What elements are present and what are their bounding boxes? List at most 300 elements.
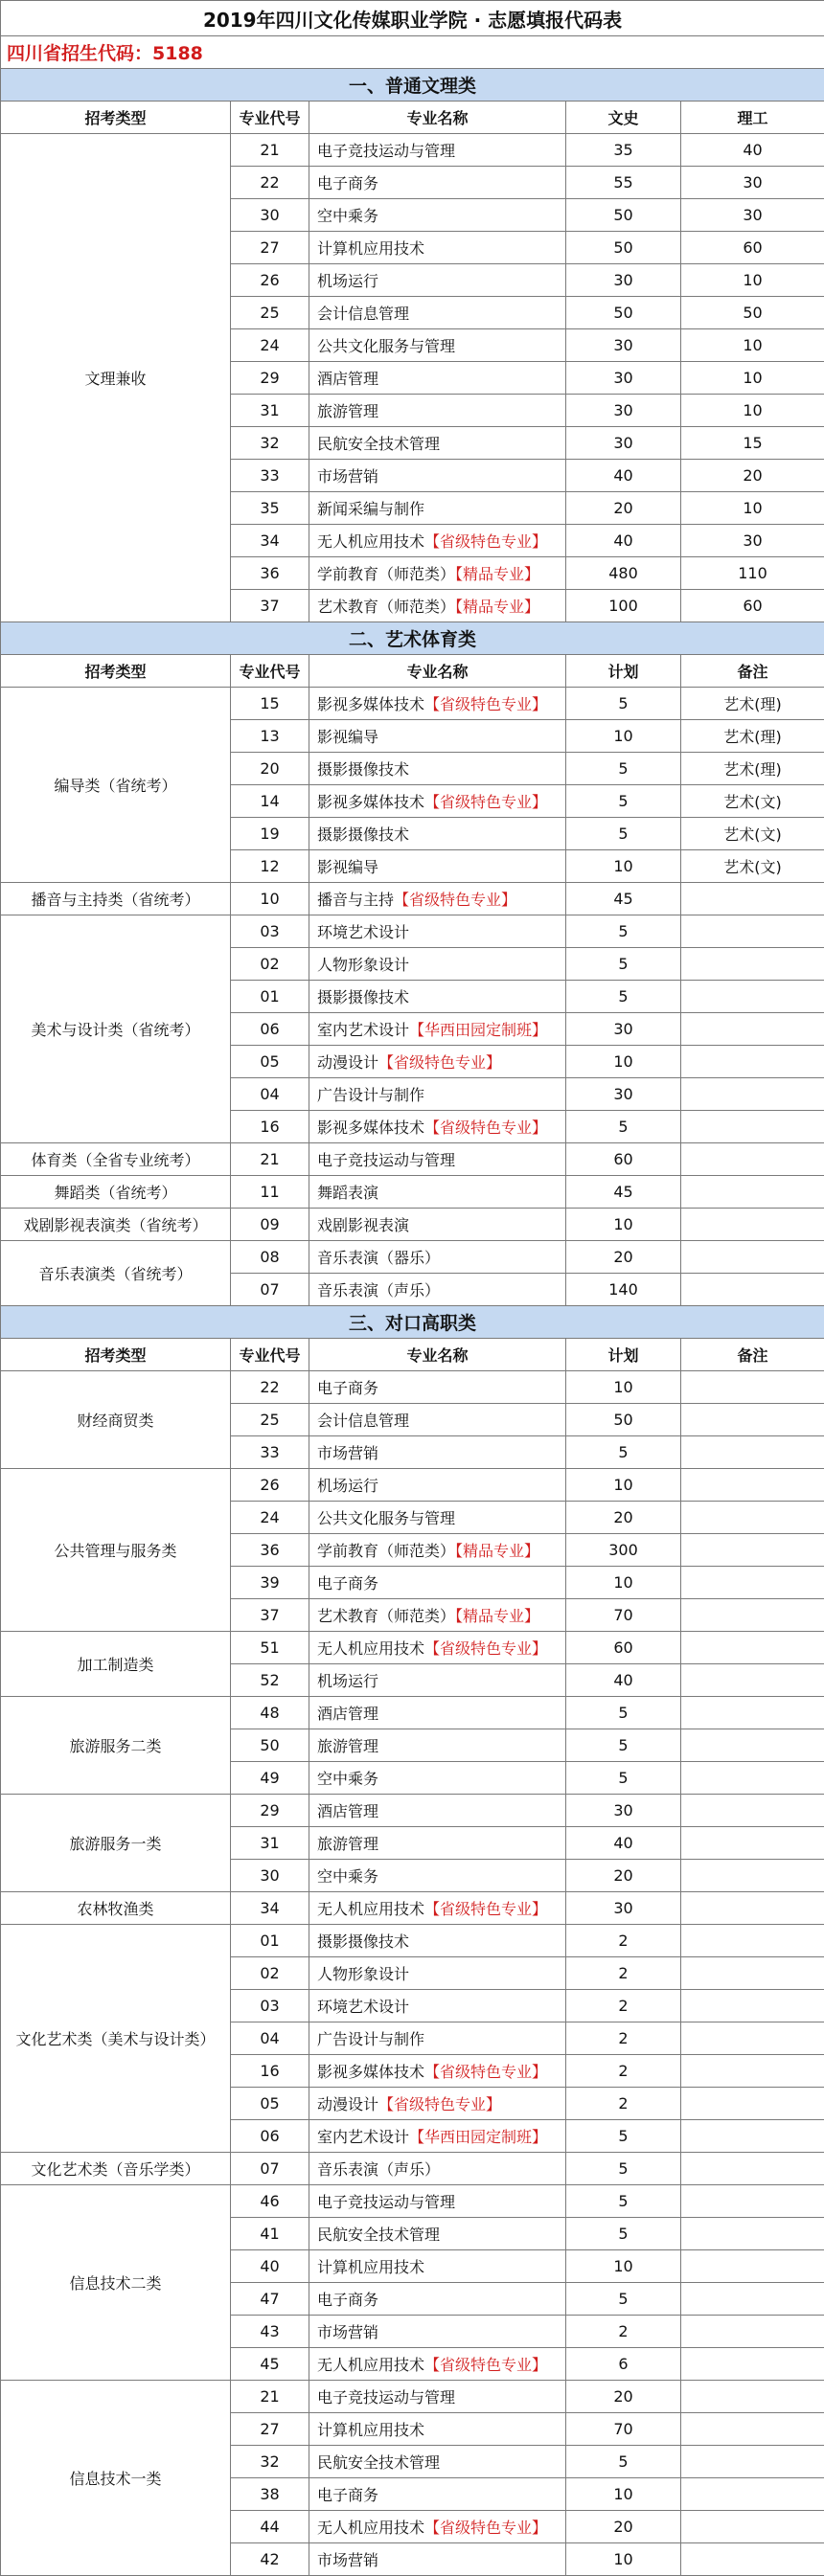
value-cell-1: 10 <box>566 1371 681 1404</box>
category-cell: 文化艺术类（音乐学类） <box>1 2153 231 2185</box>
value-cell-1: 30 <box>566 362 681 395</box>
value-cell-1: 40 <box>566 460 681 492</box>
major-code-cell: 09 <box>231 1209 309 1241</box>
category-cell: 舞蹈类（省统考） <box>1 1176 231 1209</box>
value-cell-2 <box>681 2316 824 2348</box>
major-tag: 【华西田园定制班】 <box>409 2128 547 2146</box>
value-cell-1: 5 <box>566 2283 681 2316</box>
major-name: 摄影摄像技术 <box>317 760 409 779</box>
value-cell-1: 2 <box>566 1957 681 1990</box>
value-cell-2 <box>681 915 824 948</box>
major-name-cell <box>309 1925 566 1957</box>
major-tag: 【省级特色专业】 <box>424 2519 547 2537</box>
major-code-cell: 06 <box>231 2120 309 2153</box>
major-name: 市场营销 <box>317 1444 378 1462</box>
value-cell-1: 30 <box>566 1892 681 1925</box>
major-code-cell: 03 <box>231 915 309 948</box>
major-name: 旅游管理 <box>317 402 378 420</box>
major-name: 计算机应用技术 <box>317 2258 424 2276</box>
major-name: 音乐表演（器乐） <box>317 1249 440 1267</box>
table-row <box>1 2153 824 2185</box>
category-cell: 农林牧渔类 <box>1 1892 231 1925</box>
major-code-cell: 52 <box>231 1664 309 1697</box>
value-cell-2 <box>681 1404 824 1436</box>
major-tag: 【省级特色专业】 <box>424 2356 547 2374</box>
major-name: 电子竞技运动与管理 <box>317 2193 455 2211</box>
value-cell-2 <box>681 1209 824 1241</box>
value-cell-2: 10 <box>681 395 824 427</box>
major-name: 市场营销 <box>317 2323 378 2341</box>
category-cell: 信息技术一类 <box>1 2381 231 2576</box>
value-cell-2: 30 <box>681 525 824 557</box>
value-cell-2: 10 <box>681 264 824 297</box>
column-header: 计划 <box>566 655 681 688</box>
major-name: 酒店管理 <box>317 1705 378 1723</box>
category-cell: 戏剧影视表演类（省统考） <box>1 1209 231 1241</box>
major-code-cell: 30 <box>231 199 309 232</box>
value-cell-1: 40 <box>566 1664 681 1697</box>
major-name-cell <box>309 915 566 948</box>
major-code-cell: 47 <box>231 2283 309 2316</box>
value-cell-1: 480 <box>566 557 681 590</box>
value-cell-1: 20 <box>566 492 681 525</box>
major-code-cell: 08 <box>231 1241 309 1274</box>
value-cell-1: 2 <box>566 2088 681 2120</box>
value-cell-1: 50 <box>566 297 681 329</box>
major-name-cell <box>309 2088 566 2120</box>
column-header: 招考类型 <box>1 655 231 688</box>
major-code-cell: 35 <box>231 492 309 525</box>
major-name: 计算机应用技术 <box>317 2421 424 2439</box>
major-code-cell: 27 <box>231 2413 309 2446</box>
category-cell: 播音与主持类（省统考） <box>1 883 231 915</box>
category-cell: 文化艺术类（美术与设计类） <box>1 1925 231 2153</box>
major-code-cell: 15 <box>231 688 309 720</box>
value-cell-2: 艺术(理) <box>681 688 824 720</box>
value-cell-2 <box>681 2088 824 2120</box>
value-cell-1: 2 <box>566 2022 681 2055</box>
table-row <box>1 1371 824 1404</box>
major-name: 会计信息管理 <box>317 305 409 323</box>
category-cell: 信息技术二类 <box>1 2185 231 2381</box>
value-cell-1: 40 <box>566 525 681 557</box>
value-cell-2 <box>681 1632 824 1664</box>
major-name-cell <box>309 1469 566 1502</box>
value-cell-1: 50 <box>566 199 681 232</box>
major-name-cell <box>309 525 566 557</box>
table-row <box>1 883 824 915</box>
major-name-cell <box>309 2413 566 2446</box>
major-code-cell: 16 <box>231 1111 309 1143</box>
major-code-cell: 26 <box>231 1469 309 1502</box>
major-code-cell: 50 <box>231 1729 309 1762</box>
major-code-cell: 36 <box>231 1534 309 1567</box>
major-code-cell: 22 <box>231 1371 309 1404</box>
major-tag: 【省级特色专业】 <box>424 695 547 713</box>
value-cell-1: 60 <box>566 1143 681 1176</box>
major-code-cell: 10 <box>231 883 309 915</box>
value-cell-2 <box>681 1697 824 1729</box>
value-cell-2: 60 <box>681 590 824 622</box>
value-cell-1: 30 <box>566 1795 681 1827</box>
section-title: 二、艺术体育类 <box>1 622 824 655</box>
major-code-cell: 31 <box>231 1827 309 1860</box>
major-name-cell <box>309 1990 566 2022</box>
value-cell-1: 20 <box>566 1241 681 1274</box>
value-cell-1: 5 <box>566 981 681 1013</box>
category-cell: 美术与设计类（省统考） <box>1 915 231 1143</box>
major-name: 公共文化服务与管理 <box>317 1509 455 1527</box>
value-cell-2: 50 <box>681 297 824 329</box>
value-cell-2 <box>681 2153 824 2185</box>
major-name: 民航安全技术管理 <box>317 2226 440 2244</box>
major-name: 新闻采编与制作 <box>317 500 424 518</box>
major-name-cell <box>309 1599 566 1632</box>
major-name: 音乐表演（声乐） <box>317 1281 440 1299</box>
value-cell-1: 10 <box>566 850 681 883</box>
value-cell-1: 5 <box>566 1111 681 1143</box>
value-cell-1: 5 <box>566 753 681 785</box>
major-code-cell: 01 <box>231 981 309 1013</box>
major-name-cell <box>309 1534 566 1567</box>
value-cell-2 <box>681 2348 824 2381</box>
value-cell-1: 10 <box>566 2478 681 2511</box>
value-cell-2 <box>681 1111 824 1143</box>
column-header: 招考类型 <box>1 1339 231 1371</box>
major-name: 电子商务 <box>317 2486 378 2504</box>
major-name-cell <box>309 232 566 264</box>
major-code-cell: 04 <box>231 2022 309 2055</box>
title-row <box>1 1 824 36</box>
major-name: 民航安全技术管理 <box>317 2453 440 2472</box>
major-code-cell: 04 <box>231 1078 309 1111</box>
major-name: 无人机应用技术 <box>317 532 424 551</box>
major-tag: 【精品专业】 <box>455 1542 539 1560</box>
major-code-cell: 11 <box>231 1176 309 1209</box>
major-name: 电子商务 <box>317 1574 378 1593</box>
major-name: 动漫设计 <box>317 2095 378 2113</box>
major-code-cell: 30 <box>231 1860 309 1892</box>
major-name: 无人机应用技术 <box>317 2519 424 2537</box>
major-code-cell: 46 <box>231 2185 309 2218</box>
column-header: 文史 <box>566 102 681 134</box>
major-code-cell: 20 <box>231 753 309 785</box>
major-name-cell <box>309 2185 566 2218</box>
major-tag: 【省级特色专业】 <box>424 793 547 811</box>
value-cell-2 <box>681 948 824 981</box>
major-name-cell <box>309 590 566 622</box>
value-cell-1: 10 <box>566 2250 681 2283</box>
major-name-cell <box>309 1013 566 1046</box>
major-code-cell: 37 <box>231 590 309 622</box>
value-cell-2: 40 <box>681 134 824 167</box>
value-cell-2 <box>681 1567 824 1599</box>
major-code-cell: 25 <box>231 1404 309 1436</box>
major-code-cell: 32 <box>231 2446 309 2478</box>
value-cell-2 <box>681 1078 824 1111</box>
major-name-cell <box>309 688 566 720</box>
table-body <box>1 1 824 2576</box>
major-name-cell <box>309 1371 566 1404</box>
major-tag: 【省级特色专业】 <box>378 1053 501 1072</box>
major-code-cell: 07 <box>231 1274 309 1306</box>
major-code-cell: 39 <box>231 1567 309 1599</box>
column-header: 备注 <box>681 655 824 688</box>
major-name: 戏剧影视表演 <box>317 1216 409 1234</box>
major-name-cell <box>309 1795 566 1827</box>
major-name-cell <box>309 167 566 199</box>
major-name-cell <box>309 297 566 329</box>
major-code-cell: 36 <box>231 557 309 590</box>
table-row <box>1 1892 824 1925</box>
major-name-cell <box>309 2348 566 2381</box>
category-cell: 公共管理与服务类 <box>1 1469 231 1632</box>
value-cell-2: 15 <box>681 427 824 460</box>
major-name-cell <box>309 460 566 492</box>
major-name: 广告设计与制作 <box>317 1086 424 1104</box>
value-cell-2 <box>681 1795 824 1827</box>
value-cell-1: 45 <box>566 1176 681 1209</box>
major-name: 环境艺术设计 <box>317 923 409 941</box>
major-name-cell <box>309 1697 566 1729</box>
major-name: 艺术教育（师范类） <box>317 1607 455 1625</box>
table-row <box>1 1632 824 1664</box>
major-name: 民航安全技术管理 <box>317 435 440 453</box>
value-cell-1: 20 <box>566 1502 681 1534</box>
value-cell-1: 50 <box>566 232 681 264</box>
major-name: 电子竞技运动与管理 <box>317 142 455 160</box>
major-name: 无人机应用技术 <box>317 1900 424 1918</box>
major-code-cell: 14 <box>231 785 309 818</box>
value-cell-1: 50 <box>566 1404 681 1436</box>
major-name-cell <box>309 2543 566 2576</box>
major-code-cell: 27 <box>231 232 309 264</box>
major-code-cell: 33 <box>231 460 309 492</box>
major-name: 影视多媒体技术 <box>317 695 424 713</box>
value-cell-1: 5 <box>566 915 681 948</box>
value-cell-1: 10 <box>566 1567 681 1599</box>
major-code-cell: 13 <box>231 720 309 753</box>
major-name: 影视多媒体技术 <box>317 2063 424 2081</box>
category-cell: 编导类（省统考） <box>1 688 231 883</box>
value-cell-2: 10 <box>681 329 824 362</box>
category-cell: 旅游服务二类 <box>1 1697 231 1795</box>
value-cell-2: 30 <box>681 199 824 232</box>
major-code-cell: 40 <box>231 2250 309 2283</box>
major-name-cell <box>309 2055 566 2088</box>
value-cell-2 <box>681 2511 824 2543</box>
value-cell-2 <box>681 1241 824 1274</box>
major-name: 空中乘务 <box>317 207 378 225</box>
major-name: 艺术教育（师范类） <box>317 598 455 616</box>
major-code-cell: 21 <box>231 134 309 167</box>
major-name-cell <box>309 2218 566 2250</box>
table-row <box>1 1209 824 1241</box>
major-name: 室内艺术设计 <box>317 1021 409 1039</box>
section-header-row <box>1 69 824 102</box>
province-code: 四川省招生代码：5188 <box>1 36 824 69</box>
major-code-cell: 38 <box>231 2478 309 2511</box>
value-cell-2 <box>681 1176 824 1209</box>
column-header-row <box>1 655 824 688</box>
value-cell-2 <box>681 1860 824 1892</box>
major-name: 电子竞技运动与管理 <box>317 2388 455 2407</box>
value-cell-1: 70 <box>566 2413 681 2446</box>
major-name: 摄影摄像技术 <box>317 988 409 1006</box>
table-row <box>1 1697 824 1729</box>
value-cell-1: 30 <box>566 264 681 297</box>
major-name-cell <box>309 883 566 915</box>
column-header: 专业代号 <box>231 1339 309 1371</box>
value-cell-2 <box>681 1371 824 1404</box>
value-cell-1: 20 <box>566 1860 681 1892</box>
major-name-cell <box>309 2381 566 2413</box>
value-cell-2: 60 <box>681 232 824 264</box>
major-code-cell: 03 <box>231 1990 309 2022</box>
column-header: 专业名称 <box>309 1339 566 1371</box>
major-name-cell <box>309 1404 566 1436</box>
value-cell-2 <box>681 2218 824 2250</box>
value-cell-1: 45 <box>566 883 681 915</box>
major-name: 人物形象设计 <box>317 1965 409 1983</box>
major-name-cell <box>309 2478 566 2511</box>
major-name: 无人机应用技术 <box>317 1639 424 1658</box>
major-name-cell <box>309 395 566 427</box>
table-row <box>1 1241 824 1274</box>
value-cell-2 <box>681 1664 824 1697</box>
major-name-cell <box>309 1078 566 1111</box>
value-cell-1: 5 <box>566 2446 681 2478</box>
section-header-row <box>1 622 824 655</box>
major-tag: 【精品专业】 <box>455 565 539 583</box>
column-header: 备注 <box>681 1339 824 1371</box>
major-name-cell <box>309 1892 566 1925</box>
value-cell-2 <box>681 2446 824 2478</box>
value-cell-2 <box>681 1502 824 1534</box>
column-header-row <box>1 1339 824 1371</box>
major-name: 影视多媒体技术 <box>317 1119 424 1137</box>
major-name: 电子商务 <box>317 1379 378 1397</box>
major-name: 摄影摄像技术 <box>317 1932 409 1951</box>
major-code-cell: 49 <box>231 1762 309 1795</box>
value-cell-1: 5 <box>566 2218 681 2250</box>
major-name: 电子商务 <box>317 2291 378 2309</box>
column-header: 专业名称 <box>309 655 566 688</box>
major-name: 广告设计与制作 <box>317 2030 424 2048</box>
value-cell-2 <box>681 2478 824 2511</box>
category-cell: 音乐表演类（省统考） <box>1 1241 231 1306</box>
major-name-cell <box>309 2316 566 2348</box>
major-name: 酒店管理 <box>317 370 378 388</box>
major-code-cell: 31 <box>231 395 309 427</box>
value-cell-1: 5 <box>566 2185 681 2218</box>
value-cell-2 <box>681 883 824 915</box>
major-name: 环境艺术设计 <box>317 1998 409 2016</box>
value-cell-1: 100 <box>566 590 681 622</box>
value-cell-2 <box>681 1827 824 1860</box>
major-name-cell <box>309 2120 566 2153</box>
value-cell-1: 300 <box>566 1534 681 1567</box>
value-cell-1: 35 <box>566 134 681 167</box>
value-cell-2: 110 <box>681 557 824 590</box>
major-name-cell <box>309 948 566 981</box>
value-cell-2 <box>681 1957 824 1990</box>
major-name-cell <box>309 850 566 883</box>
major-code-cell: 21 <box>231 2381 309 2413</box>
value-cell-1: 5 <box>566 1436 681 1469</box>
major-code-cell: 33 <box>231 1436 309 1469</box>
value-cell-2 <box>681 1729 824 1762</box>
category-cell: 文理兼收 <box>1 134 231 622</box>
column-header: 专业名称 <box>309 102 566 134</box>
value-cell-1: 30 <box>566 329 681 362</box>
major-code-cell: 16 <box>231 2055 309 2088</box>
value-cell-2 <box>681 1469 824 1502</box>
value-cell-2 <box>681 2120 824 2153</box>
value-cell-2 <box>681 981 824 1013</box>
value-cell-2 <box>681 1046 824 1078</box>
value-cell-1: 2 <box>566 1990 681 2022</box>
major-code-cell: 01 <box>231 1925 309 1957</box>
major-name-cell <box>309 1046 566 1078</box>
column-header-row <box>1 102 824 134</box>
major-code-cell: 45 <box>231 2348 309 2381</box>
value-cell-2: 艺术(文) <box>681 850 824 883</box>
major-tag: 【省级特色专业】 <box>424 1119 547 1137</box>
value-cell-2: 艺术(理) <box>681 720 824 753</box>
major-name-cell <box>309 1502 566 1534</box>
value-cell-1: 30 <box>566 1078 681 1111</box>
value-cell-1: 60 <box>566 1632 681 1664</box>
major-name-cell <box>309 1729 566 1762</box>
major-name-cell <box>309 2511 566 2543</box>
major-tag: 【华西田园定制班】 <box>409 1021 547 1039</box>
major-name-cell <box>309 2153 566 2185</box>
category-cell: 旅游服务一类 <box>1 1795 231 1892</box>
major-code-cell: 05 <box>231 1046 309 1078</box>
major-name-cell <box>309 1860 566 1892</box>
value-cell-2 <box>681 1143 824 1176</box>
major-name: 空中乘务 <box>317 1770 378 1788</box>
major-code-cell: 06 <box>231 1013 309 1046</box>
value-cell-2 <box>681 2381 824 2413</box>
major-name: 人物形象设计 <box>317 956 409 974</box>
value-cell-2: 艺术(文) <box>681 818 824 850</box>
major-name: 市场营销 <box>317 2551 378 2569</box>
section-header-row <box>1 1306 824 1339</box>
value-cell-1: 5 <box>566 948 681 981</box>
major-code-cell: 07 <box>231 2153 309 2185</box>
value-cell-2 <box>681 1436 824 1469</box>
table-row <box>1 1925 824 1957</box>
major-name: 音乐表演（声乐） <box>317 2160 440 2179</box>
major-name: 计算机应用技术 <box>317 239 424 258</box>
major-code-cell: 42 <box>231 2543 309 2576</box>
category-cell: 财经商贸类 <box>1 1371 231 1469</box>
major-code-cell: 22 <box>231 167 309 199</box>
value-cell-1: 30 <box>566 1013 681 1046</box>
major-code-cell: 34 <box>231 525 309 557</box>
major-name-cell <box>309 264 566 297</box>
value-cell-2 <box>681 1990 824 2022</box>
value-cell-1: 2 <box>566 2055 681 2088</box>
value-cell-2: 30 <box>681 167 824 199</box>
section-title: 三、对口高职类 <box>1 1306 824 1339</box>
value-cell-1: 10 <box>566 720 681 753</box>
major-name-cell <box>309 1827 566 1860</box>
major-name-cell <box>309 329 566 362</box>
major-name: 无人机应用技术 <box>317 2356 424 2374</box>
